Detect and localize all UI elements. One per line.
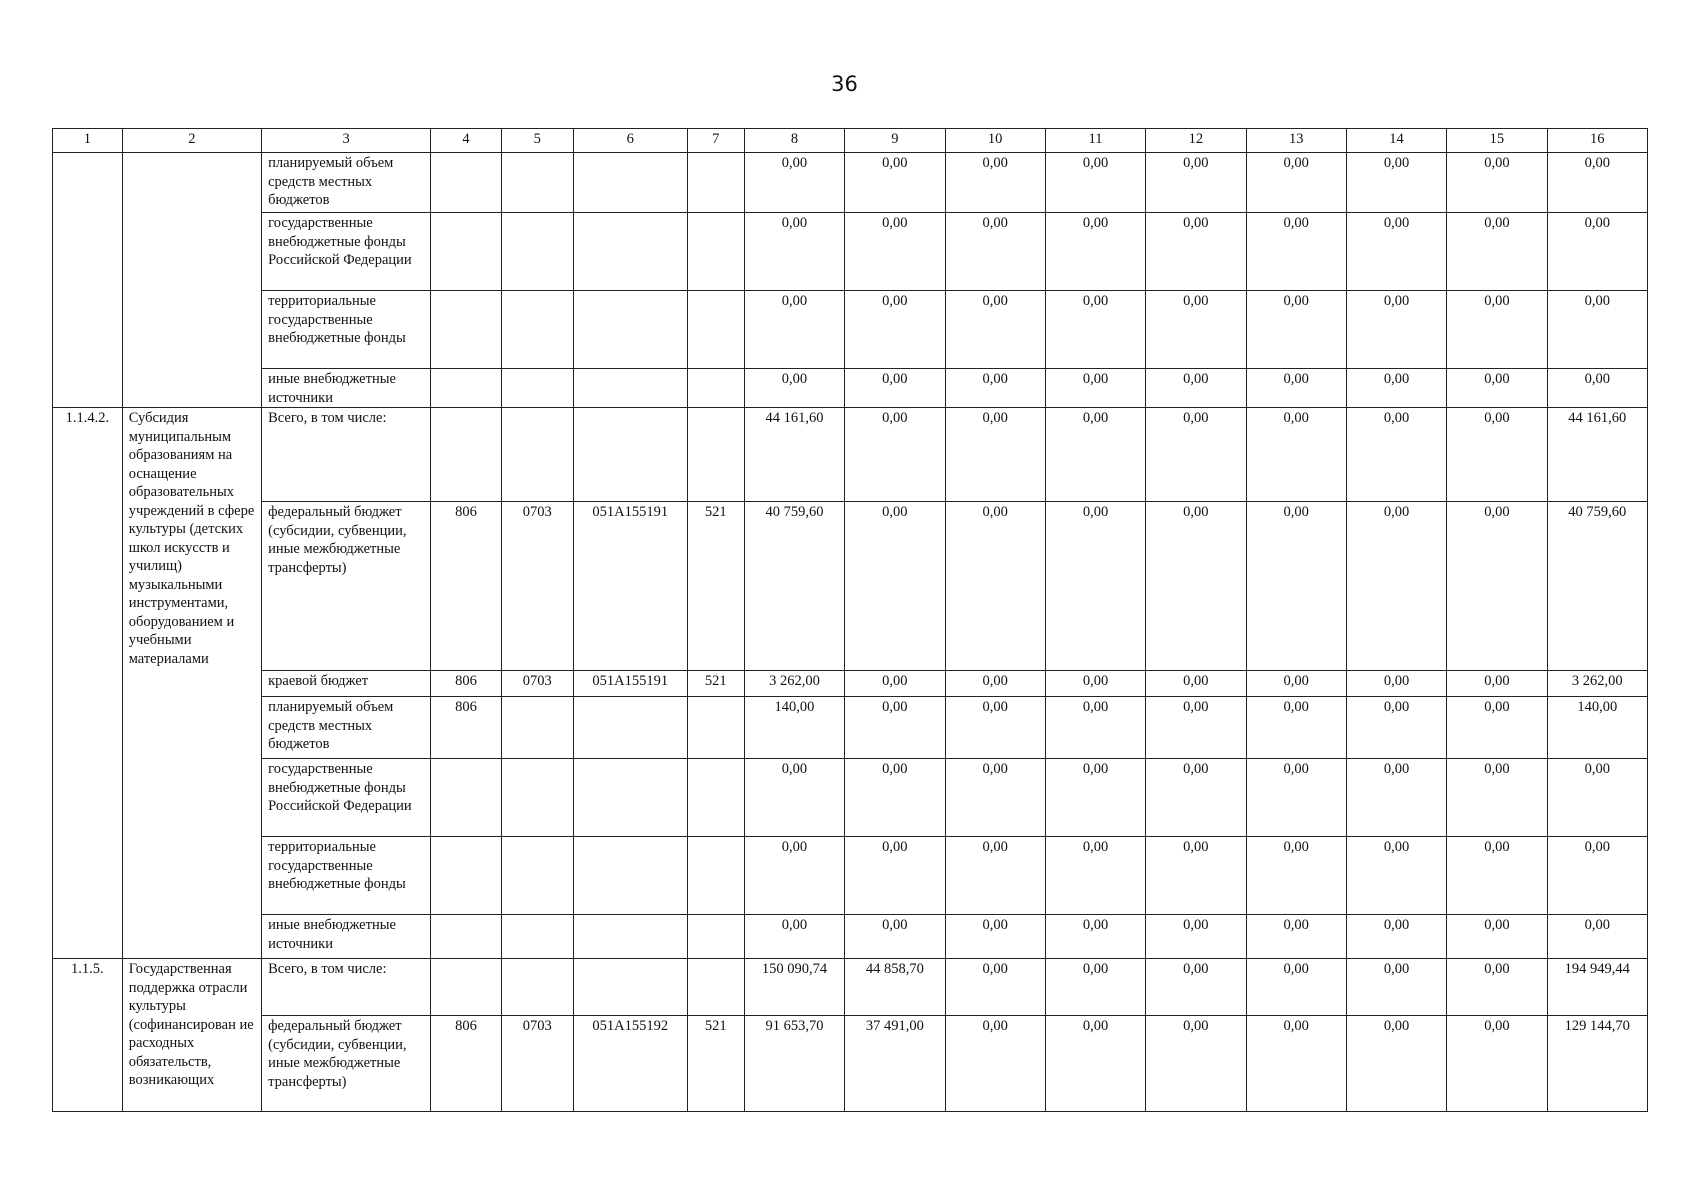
- table-row: [53, 697, 1648, 759]
- target-article-cell: [573, 369, 687, 408]
- amount-cell: 0,00: [1246, 671, 1346, 697]
- section-code-cell: [501, 213, 573, 291]
- header-cell: 13: [1246, 129, 1346, 153]
- section-code-cell: [501, 697, 573, 759]
- expense-type-cell: [687, 759, 744, 837]
- amount-cell: 0,00: [1146, 153, 1246, 213]
- amount-cell: 0,00: [945, 291, 1045, 369]
- amount-cell: 0,00: [1246, 408, 1346, 502]
- amount-cell: 0,00: [1146, 1016, 1246, 1112]
- table-row: [53, 213, 1648, 291]
- amount-cell: 0,00: [1346, 291, 1446, 369]
- funding-source-cell: территориальные государственные внебюджетные фонды: [262, 837, 431, 915]
- amount-cell: 0,00: [1045, 1016, 1145, 1112]
- amount-cell: 91 653,70: [744, 1016, 844, 1112]
- table-row: [53, 759, 1648, 837]
- amount-cell: 0,00: [1547, 153, 1647, 213]
- expense-type-cell: 521: [687, 1016, 744, 1112]
- amount-cell: 0,00: [1447, 671, 1547, 697]
- amount-cell: 0,00: [1045, 759, 1145, 837]
- header-cell: 9: [845, 129, 945, 153]
- target-article-cell: 051A155191: [573, 671, 687, 697]
- grbs-code-cell: [431, 837, 502, 915]
- amount-cell: 0,00: [1447, 959, 1547, 1016]
- amount-cell: 0,00: [1346, 759, 1446, 837]
- grbs-code-cell: [431, 213, 502, 291]
- amount-cell: 0,00: [1447, 837, 1547, 915]
- amount-cell: 0,00: [744, 213, 844, 291]
- amount-cell: 0,00: [945, 502, 1045, 671]
- amount-cell: 0,00: [1146, 915, 1246, 959]
- amount-cell: 0,00: [1447, 759, 1547, 837]
- header-cell: 10: [945, 129, 1045, 153]
- table-row: [53, 837, 1648, 915]
- header-cell: 5: [501, 129, 573, 153]
- section-code-cell: [501, 959, 573, 1016]
- table-row: [53, 1016, 1648, 1112]
- amount-cell: 0,00: [1146, 502, 1246, 671]
- target-article-cell: [573, 959, 687, 1016]
- amount-cell: 0,00: [1146, 959, 1246, 1016]
- amount-cell: 0,00: [945, 697, 1045, 759]
- item-name-cell: Субсидия муниципальным образованиям на оснащение образовательных учреждений в сфере культуры (детских школ искусств и училищ) музыкальными инструментами, оборудованием и учебными материалами: [122, 408, 261, 959]
- amount-cell: 44 858,70: [845, 959, 945, 1016]
- amount-cell: 0,00: [1146, 697, 1246, 759]
- amount-cell: 0,00: [1045, 213, 1145, 291]
- funding-source-cell: Всего, в том числе:: [262, 408, 431, 502]
- amount-cell: 3 262,00: [1547, 671, 1647, 697]
- amount-cell: 0,00: [1246, 291, 1346, 369]
- amount-cell: 0,00: [845, 671, 945, 697]
- amount-cell: 0,00: [1045, 837, 1145, 915]
- amount-cell: 0,00: [1447, 408, 1547, 502]
- amount-cell: 0,00: [1246, 959, 1346, 1016]
- grbs-code-cell: [431, 369, 502, 408]
- amount-cell: 0,00: [1346, 671, 1446, 697]
- amount-cell: 44 161,60: [1547, 408, 1647, 502]
- section-code-cell: 0703: [501, 671, 573, 697]
- amount-cell: 0,00: [845, 502, 945, 671]
- table-row: [53, 153, 1648, 213]
- amount-cell: 0,00: [1346, 369, 1446, 408]
- expense-type-cell: [687, 369, 744, 408]
- amount-cell: 0,00: [1447, 291, 1547, 369]
- target-article-cell: [573, 408, 687, 502]
- amount-cell: 0,00: [945, 837, 1045, 915]
- funding-source-cell: планируемый объем средств местных бюджетов: [262, 697, 431, 759]
- amount-cell: 0,00: [1146, 671, 1246, 697]
- expense-type-cell: [687, 697, 744, 759]
- header-cell: 3: [262, 129, 431, 153]
- table-row: [53, 915, 1648, 959]
- amount-cell: 0,00: [845, 837, 945, 915]
- header-cell: 7: [687, 129, 744, 153]
- item-number-cell: 1.1.5.: [53, 959, 123, 1112]
- header-cell: 14: [1346, 129, 1446, 153]
- header-row: [53, 129, 1648, 153]
- amount-cell: 0,00: [1346, 153, 1446, 213]
- amount-cell: 0,00: [1547, 837, 1647, 915]
- amount-cell: 150 090,74: [744, 959, 844, 1016]
- grbs-code-cell: 806: [431, 671, 502, 697]
- funding-source-cell: территориальные государственные внебюджетные фонды: [262, 291, 431, 369]
- amount-cell: 0,00: [945, 959, 1045, 1016]
- expense-type-cell: 521: [687, 502, 744, 671]
- section-code-cell: 0703: [501, 1016, 573, 1112]
- amount-cell: 0,00: [945, 213, 1045, 291]
- amount-cell: 0,00: [1447, 153, 1547, 213]
- amount-cell: 0,00: [1246, 1016, 1346, 1112]
- expense-type-cell: [687, 291, 744, 369]
- table-row: [53, 291, 1648, 369]
- header-cell: 2: [122, 129, 261, 153]
- amount-cell: 0,00: [945, 369, 1045, 408]
- table-row: [53, 959, 1648, 1016]
- funding-source-cell: государственные внебюджетные фонды Российской Федерации: [262, 759, 431, 837]
- amount-cell: 0,00: [1045, 671, 1145, 697]
- grbs-code-cell: [431, 959, 502, 1016]
- amount-cell: 40 759,60: [1547, 502, 1647, 671]
- expense-type-cell: [687, 915, 744, 959]
- amount-cell: 0,00: [1346, 697, 1446, 759]
- header-cell: 11: [1045, 129, 1145, 153]
- amount-cell: 0,00: [1146, 213, 1246, 291]
- header-cell: 12: [1146, 129, 1246, 153]
- amount-cell: 0,00: [1346, 213, 1446, 291]
- item-number-cell: 1.1.4.2.: [53, 408, 123, 959]
- grbs-code-cell: [431, 153, 502, 213]
- item-number-cell: [53, 153, 123, 408]
- section-code-cell: [501, 408, 573, 502]
- header-cell: 15: [1447, 129, 1547, 153]
- funding-source-cell: Всего, в том числе:: [262, 959, 431, 1016]
- amount-cell: 0,00: [1146, 759, 1246, 837]
- amount-cell: 40 759,60: [744, 502, 844, 671]
- amount-cell: 0,00: [1447, 697, 1547, 759]
- section-code-cell: [501, 915, 573, 959]
- section-code-cell: [501, 837, 573, 915]
- target-article-cell: [573, 697, 687, 759]
- header-cell: 4: [431, 129, 502, 153]
- header-cell: 1: [53, 129, 123, 153]
- amount-cell: 0,00: [1146, 408, 1246, 502]
- amount-cell: 0,00: [1547, 759, 1647, 837]
- header-cell: 8: [744, 129, 844, 153]
- amount-cell: 0,00: [1246, 153, 1346, 213]
- amount-cell: 0,00: [945, 153, 1045, 213]
- amount-cell: 0,00: [1246, 697, 1346, 759]
- funding-source-cell: иные внебюджетные источники: [262, 369, 431, 408]
- table-row: [53, 502, 1648, 671]
- target-article-cell: [573, 915, 687, 959]
- amount-cell: 0,00: [1346, 408, 1446, 502]
- amount-cell: 0,00: [1246, 369, 1346, 408]
- amount-cell: 0,00: [1045, 959, 1145, 1016]
- amount-cell: 0,00: [845, 153, 945, 213]
- amount-cell: 0,00: [1045, 291, 1145, 369]
- amount-cell: 0,00: [1447, 1016, 1547, 1112]
- expense-type-cell: [687, 153, 744, 213]
- amount-cell: 0,00: [1045, 697, 1145, 759]
- funding-source-cell: планируемый объем средств местных бюджетов: [262, 153, 431, 213]
- amount-cell: 140,00: [744, 697, 844, 759]
- amount-cell: 0,00: [1246, 915, 1346, 959]
- grbs-code-cell: 806: [431, 697, 502, 759]
- page-number: 36: [831, 72, 858, 96]
- grbs-code-cell: [431, 291, 502, 369]
- section-code-cell: 0703: [501, 502, 573, 671]
- item-name-cell: [122, 153, 261, 408]
- table-row: [53, 408, 1648, 502]
- amount-cell: 0,00: [744, 153, 844, 213]
- amount-cell: 0,00: [1346, 1016, 1446, 1112]
- item-name-cell: Государственная поддержка отрасли культуры (софинансирован ие расходных обязательств, возникающих: [122, 959, 261, 1112]
- amount-cell: 0,00: [1346, 959, 1446, 1016]
- amount-cell: 0,00: [1045, 408, 1145, 502]
- expense-type-cell: [687, 213, 744, 291]
- amount-cell: 0,00: [1346, 837, 1446, 915]
- target-article-cell: 051A155192: [573, 1016, 687, 1112]
- target-article-cell: [573, 291, 687, 369]
- target-article-cell: [573, 759, 687, 837]
- grbs-code-cell: [431, 759, 502, 837]
- amount-cell: 0,00: [945, 671, 1045, 697]
- amount-cell: 0,00: [1246, 502, 1346, 671]
- amount-cell: 0,00: [1547, 369, 1647, 408]
- amount-cell: 0,00: [945, 915, 1045, 959]
- amount-cell: 0,00: [1447, 369, 1547, 408]
- amount-cell: 0,00: [744, 291, 844, 369]
- section-code-cell: [501, 291, 573, 369]
- funding-source-cell: федеральный бюджет (субсидии, субвенции, иные межбюджетные трансферты): [262, 1016, 431, 1112]
- amount-cell: 0,00: [845, 369, 945, 408]
- amount-cell: 0,00: [1447, 213, 1547, 291]
- table-row: [53, 369, 1648, 408]
- target-article-cell: [573, 213, 687, 291]
- amount-cell: 0,00: [1045, 915, 1145, 959]
- header-cell: 6: [573, 129, 687, 153]
- amount-cell: 0,00: [1547, 915, 1647, 959]
- amount-cell: 0,00: [945, 1016, 1045, 1112]
- amount-cell: 0,00: [1447, 915, 1547, 959]
- amount-cell: 44 161,60: [744, 408, 844, 502]
- amount-cell: 0,00: [744, 915, 844, 959]
- amount-cell: 3 262,00: [744, 671, 844, 697]
- funding-source-cell: иные внебюджетные источники: [262, 915, 431, 959]
- amount-cell: 0,00: [1045, 153, 1145, 213]
- amount-cell: 0,00: [744, 369, 844, 408]
- amount-cell: 140,00: [1547, 697, 1647, 759]
- amount-cell: 0,00: [845, 291, 945, 369]
- expense-type-cell: [687, 959, 744, 1016]
- amount-cell: 0,00: [744, 837, 844, 915]
- funding-source-cell: государственные внебюджетные фонды Российской Федерации: [262, 213, 431, 291]
- amount-cell: 0,00: [845, 759, 945, 837]
- grbs-code-cell: 806: [431, 1016, 502, 1112]
- amount-cell: 0,00: [744, 759, 844, 837]
- amount-cell: 0,00: [945, 408, 1045, 502]
- table-row: [53, 671, 1648, 697]
- amount-cell: 0,00: [1346, 915, 1446, 959]
- amount-cell: 0,00: [845, 213, 945, 291]
- funding-source-cell: краевой бюджет: [262, 671, 431, 697]
- amount-cell: 0,00: [1246, 837, 1346, 915]
- target-article-cell: [573, 837, 687, 915]
- budget-table: [52, 128, 1648, 1112]
- expense-type-cell: 521: [687, 671, 744, 697]
- grbs-code-cell: [431, 915, 502, 959]
- amount-cell: 0,00: [1146, 291, 1246, 369]
- funding-source-cell: федеральный бюджет (субсидии, субвенции, иные межбюджетные трансферты): [262, 502, 431, 671]
- section-code-cell: [501, 759, 573, 837]
- section-code-cell: [501, 153, 573, 213]
- amount-cell: 0,00: [1146, 369, 1246, 408]
- section-code-cell: [501, 369, 573, 408]
- amount-cell: 0,00: [1045, 369, 1145, 408]
- amount-cell: 194 949,44: [1547, 959, 1647, 1016]
- target-article-cell: [573, 153, 687, 213]
- amount-cell: 0,00: [1146, 837, 1246, 915]
- amount-cell: 0,00: [845, 915, 945, 959]
- expense-type-cell: [687, 837, 744, 915]
- amount-cell: 37 491,00: [845, 1016, 945, 1112]
- grbs-code-cell: 806: [431, 502, 502, 671]
- amount-cell: 0,00: [845, 697, 945, 759]
- amount-cell: 0,00: [1447, 502, 1547, 671]
- target-article-cell: 051A155191: [573, 502, 687, 671]
- amount-cell: 0,00: [945, 759, 1045, 837]
- expense-type-cell: [687, 408, 744, 502]
- amount-cell: 0,00: [1246, 759, 1346, 837]
- header-cell: 16: [1547, 129, 1647, 153]
- amount-cell: 0,00: [1547, 291, 1647, 369]
- amount-cell: 0,00: [1246, 213, 1346, 291]
- amount-cell: 0,00: [1045, 502, 1145, 671]
- amount-cell: 0,00: [845, 408, 945, 502]
- amount-cell: 0,00: [1547, 213, 1647, 291]
- amount-cell: 129 144,70: [1547, 1016, 1647, 1112]
- amount-cell: 0,00: [1346, 502, 1446, 671]
- grbs-code-cell: [431, 408, 502, 502]
